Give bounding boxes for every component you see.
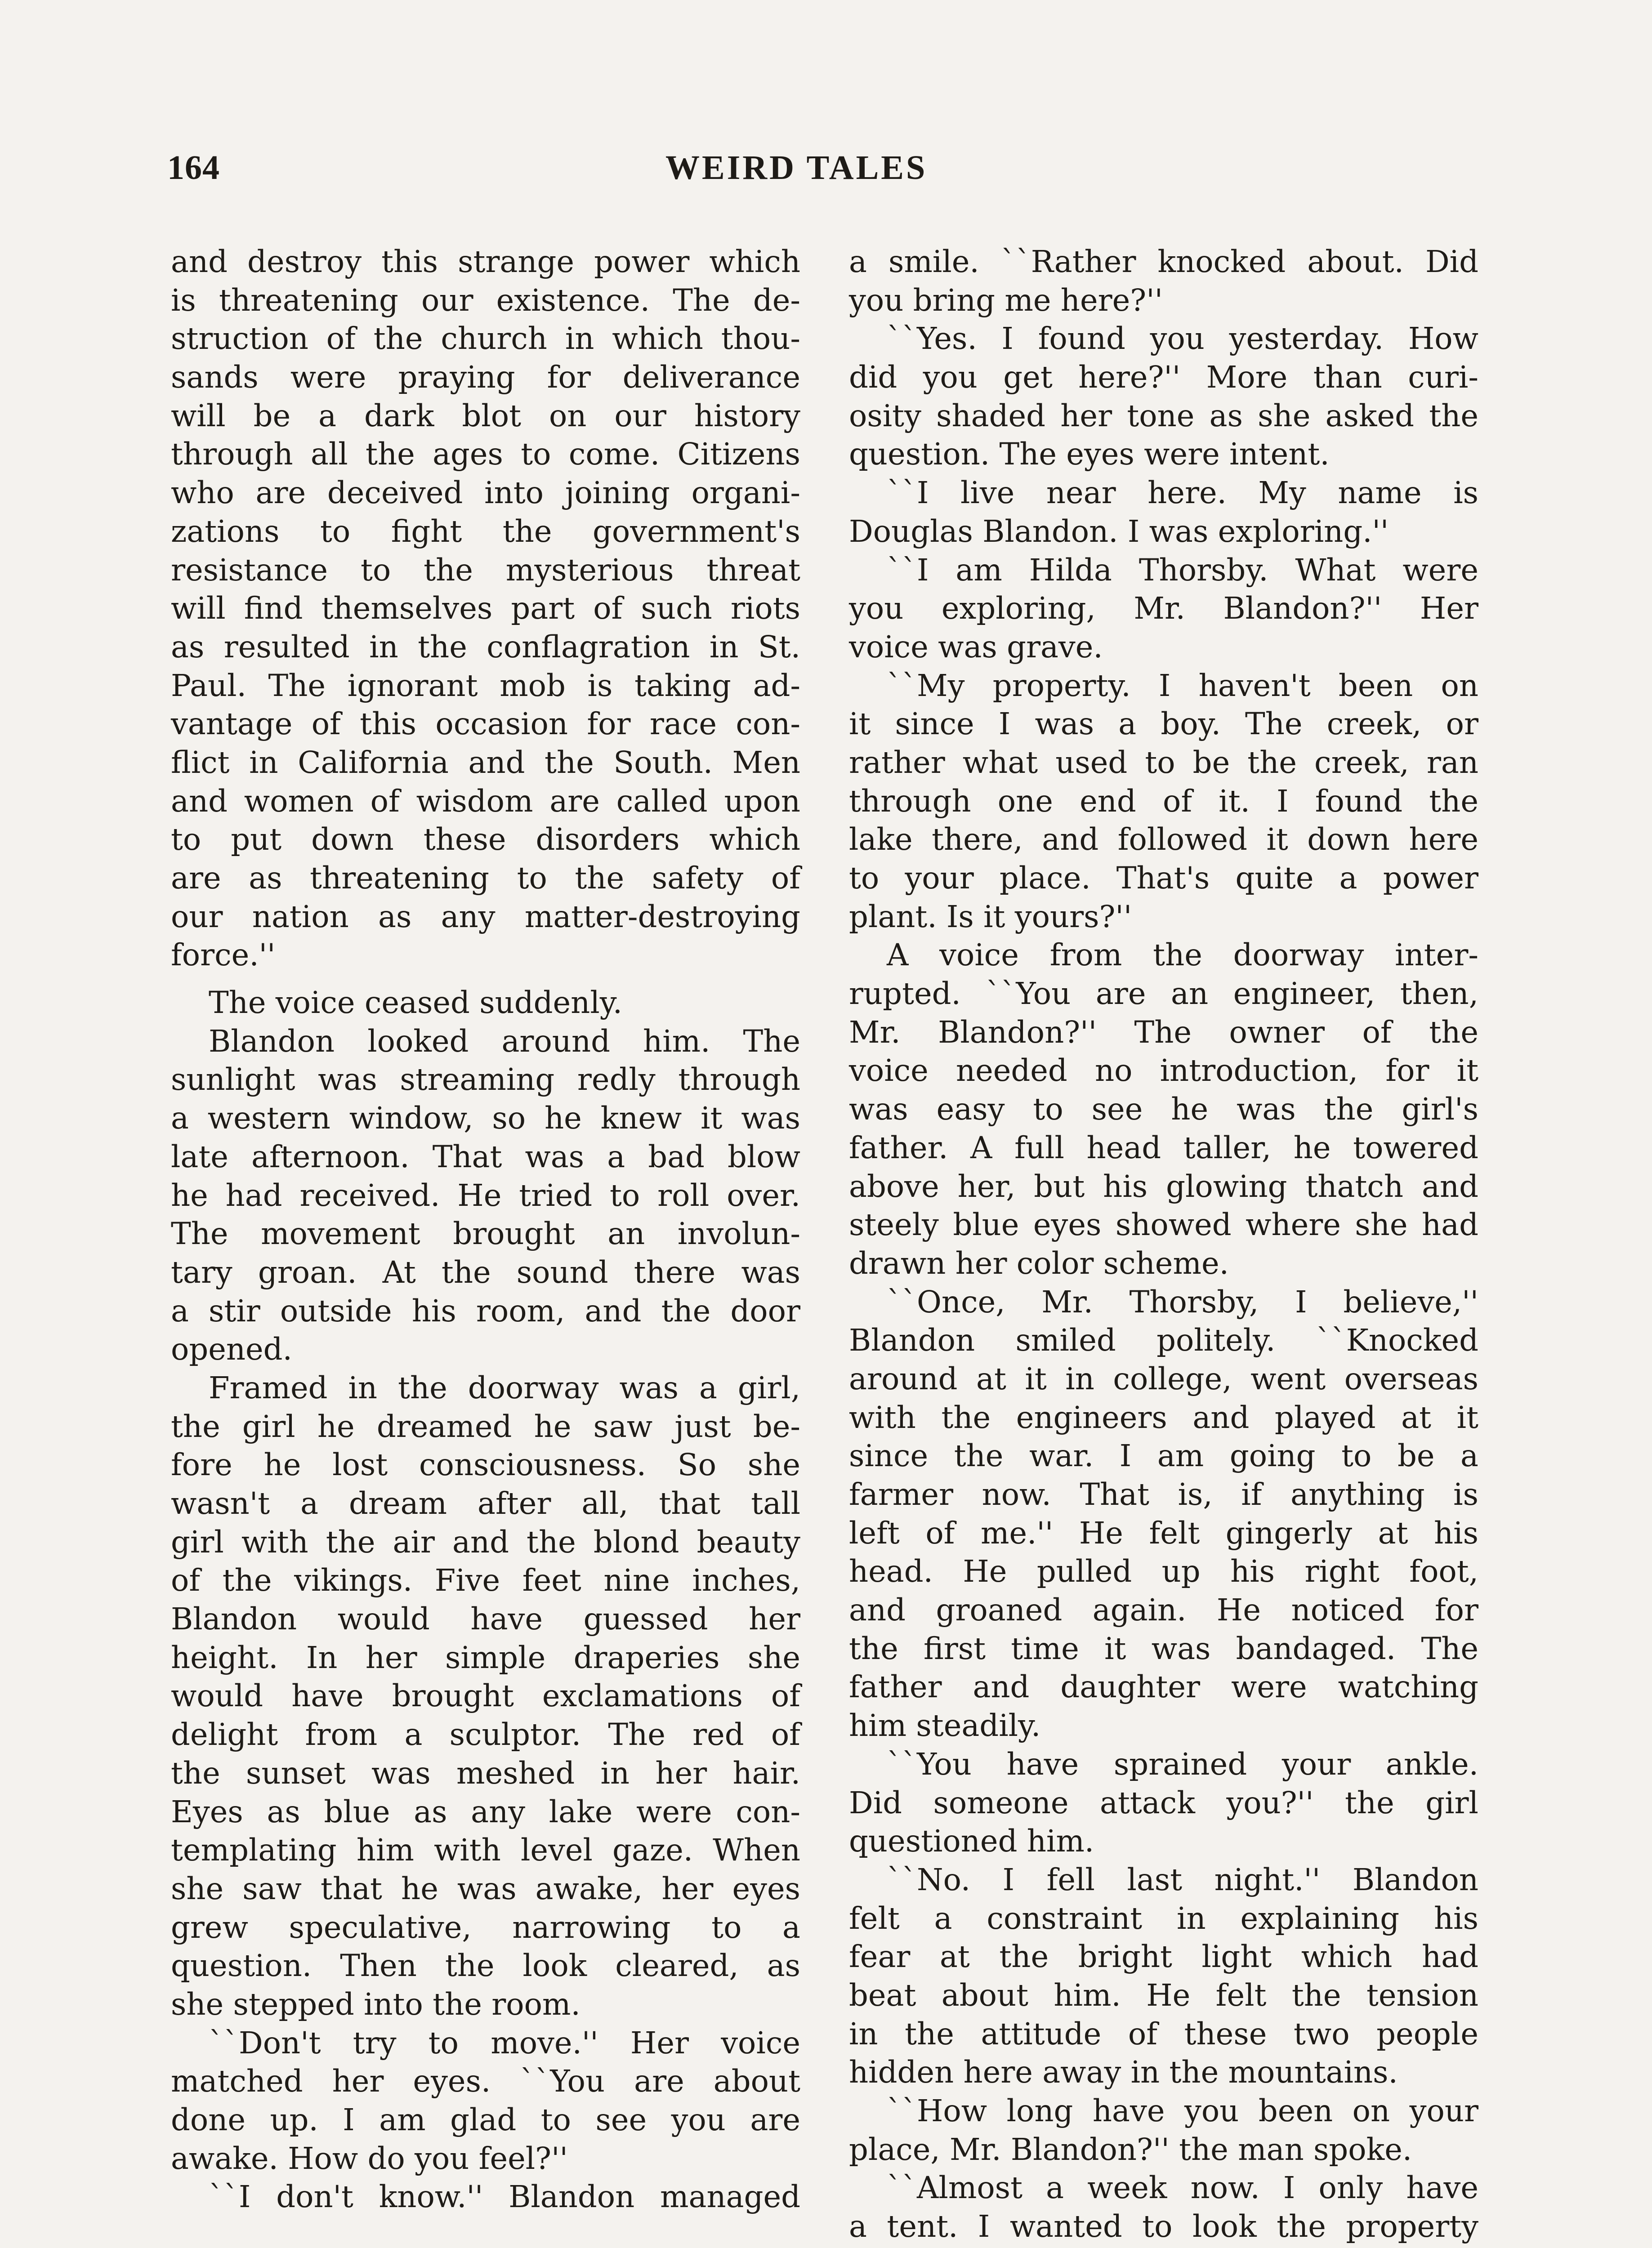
text-line: father. A full head taller, he towered [849,1130,1478,1165]
text-line: felt a constraint in explaining his [849,1900,1478,1936]
text-line: farmer now. That is, if anything is [849,1477,1478,1512]
text-line: ``No. I fell last night.'' Blandon [887,1862,1478,1897]
text-line: of the vikings. Five feet nine inches, [171,1563,800,1598]
text-line: lake there, and followed it down here [849,822,1478,857]
text-line: Framed in the doorway was a girl, [209,1370,800,1405]
text-line: who are deceived into joining organi- [171,475,800,511]
text-line: The voice ceased suddenly. [209,985,623,1021]
text-line: ``Once, Mr. Thorsby, I believe,'' [887,1284,1478,1320]
text-column-left [171,243,800,2217]
text-line: Mr. Blandon?'' The owner of the [849,1014,1478,1050]
text-line: height. In her simple draperies she [171,1640,800,1675]
text-line: ``I am Hilda Thorsby. What were [887,552,1478,588]
text-line: The movement brought an involun- [171,1216,800,1252]
text-line: voice was grave. [849,629,1103,665]
text-line: to your place. That's quite a power [849,861,1478,896]
text-line: fore he lost consciousness. So she [171,1447,800,1483]
text-line: plant. Is it yours?'' [849,899,1132,934]
text-line: grew speculative, narrowing to a [171,1909,800,1945]
text-line: and destroy this strange power which [171,244,800,279]
text-line: ``My property. I haven't been on [887,668,1478,703]
text-line: are as threatening to the safety of [171,861,800,896]
text-line: will find themselves part of such riots [171,591,800,626]
text-line: rupted. ``You are an engineer, then, [849,976,1478,1012]
text-line: left of me.'' He felt gingerly at his [849,1515,1478,1551]
text-line: around at it in college, went overseas [849,1361,1478,1396]
text-line: to put down these disorders which [171,822,800,857]
text-line: ``Don't try to move.'' Her voice [209,2025,800,2061]
text-line: matched her eyes. ``You are about [171,2064,800,2099]
text-line: Eyes as blue as any lake were con- [171,1794,800,1829]
text-line: late afternoon. That was a bad blow [171,1139,800,1174]
text-line: Did someone attack you?'' the girl [849,1785,1478,1820]
text-line: she saw that he was awake, her eyes [171,1871,800,1906]
text-line: sunlight was streaming redly through [171,1062,800,1097]
text-line: hidden here away in the mountains. [849,2055,1398,2090]
text-line: beat about him. He felt the tension [849,1977,1478,2013]
text-line: resistance to the mysterious threat [171,552,800,588]
text-line: the sunset was meshed in her hair. [171,1755,800,1791]
text-line: did you get here?'' More than curi- [849,360,1478,395]
magazine-title: WEIRD TALES [665,149,928,187]
text-line: is threatening our existence. The de- [171,282,800,318]
text-line: would have brought exclamations of [171,1678,800,1714]
text-line: you bring me here?'' [849,282,1163,318]
text-line: Blandon smiled politely. ``Knocked [849,1323,1478,1358]
text-line: Blandon would have guessed her [171,1601,800,1637]
text-line: A voice from the doorway inter- [887,937,1478,973]
text-line: a western window, so he knew it was [171,1101,800,1136]
text-line: templating him with level gaze. When [171,1833,800,1868]
text-line: questioned him. [849,1824,1094,1859]
text-line: he had received. He tried to roll over. [171,1178,800,1213]
text-line: since the war. I am going to be a [849,1438,1478,1474]
text-line: question. Then the look cleared, as [171,1948,800,1984]
text-line: was easy to see he was the girl's [849,1092,1478,1127]
text-line: delight from a sculptor. The red of [171,1717,800,1753]
text-line: Blandon looked around him. The [209,1023,800,1059]
text-line: through all the ages to come. Citizens [171,437,800,472]
text-column-right [849,243,1478,2246]
text-line: him steadily. [849,1708,1041,1744]
text-line: flict in California and the South. Men [171,745,800,780]
text-line: steely blue eyes showed where she had [849,1207,1478,1243]
text-line: ``I don't know.'' Blandon managed [209,2179,800,2215]
text-line: it since I was a boy. The creek, or [849,706,1478,742]
text-line: with the engineers and played at it [849,1400,1478,1435]
text-line: wasn't a dream after all, that tall [171,1486,800,1521]
text-line: ``You have sprained your ankle. [887,1746,1478,1782]
text-line: drawn her color scheme. [849,1245,1229,1281]
text-line: force.'' [171,937,276,973]
text-line: a stir outside his room, and the door [171,1293,800,1329]
text-line: girl with the air and the blond beauty [171,1524,800,1560]
text-line: our nation as any matter-destroying [171,899,800,934]
text-line: above her, but his glowing thatch and [849,1169,1478,1204]
text-line: sands were praying for deliverance [171,360,800,395]
text-line: the first time it was bandaged. The [849,1631,1478,1666]
text-line: zations to fight the government's [171,513,800,549]
text-line: awake. How do you feel?'' [171,2141,568,2176]
text-line: a tent. I wanted to look the property [849,2209,1478,2244]
text-line: tary groan. At the sound there was [171,1254,800,1290]
text-line: voice needed no introduction, for it [849,1053,1478,1088]
text-line: you exploring, Mr. Blandon?'' Her [849,591,1478,626]
text-line: ``Yes. I found you yesterday. How [887,321,1478,357]
text-line: place, Mr. Blandon?'' the man spoke. [849,2132,1412,2167]
text-line: will be a dark blot on our history [171,398,800,433]
page-number: 164 [167,149,220,187]
text-line: she stepped into the room. [171,1986,580,2022]
text-line: and groaned again. He noticed for [849,1592,1478,1628]
text-line: ``Almost a week now. I only have [887,2170,1478,2206]
text-line: and women of wisdom are called upon [171,783,800,819]
text-line: the girl he dreamed he saw just be- [171,1409,800,1444]
text-line: struction of the church in which thou- [171,321,800,357]
text-line: ``How long have you been on your [887,2093,1478,2128]
text-line: through one end of it. I found the [849,783,1478,819]
text-line: osity shaded her tone as she asked the [849,398,1478,433]
text-line: Paul. The ignorant mob is taking ad- [171,668,800,703]
text-line: rather what used to be the creek, ran [849,745,1478,780]
text-line: ``I live near here. My name is [887,475,1478,511]
text-line: head. He pulled up his right foot, [849,1554,1478,1589]
text-line: opened. [171,1332,292,1367]
text-line: fear at the bright light which had [849,1939,1478,1975]
text-line: done up. I am glad to see you are [171,2102,800,2137]
text-line: a smile. ``Rather knocked about. Did [849,244,1478,279]
text-line: in the attitude of these two people [849,2016,1478,2052]
text-line: question. The eyes were intent. [849,437,1330,472]
text-line: as resulted in the conflagration in St. [171,629,800,665]
running-head [0,148,1652,193]
text-line: vantage of this occasion for race con- [171,706,800,742]
text-line: father and daughter were watching [849,1669,1478,1705]
text-line: Douglas Blandon. I was exploring.'' [849,513,1389,549]
